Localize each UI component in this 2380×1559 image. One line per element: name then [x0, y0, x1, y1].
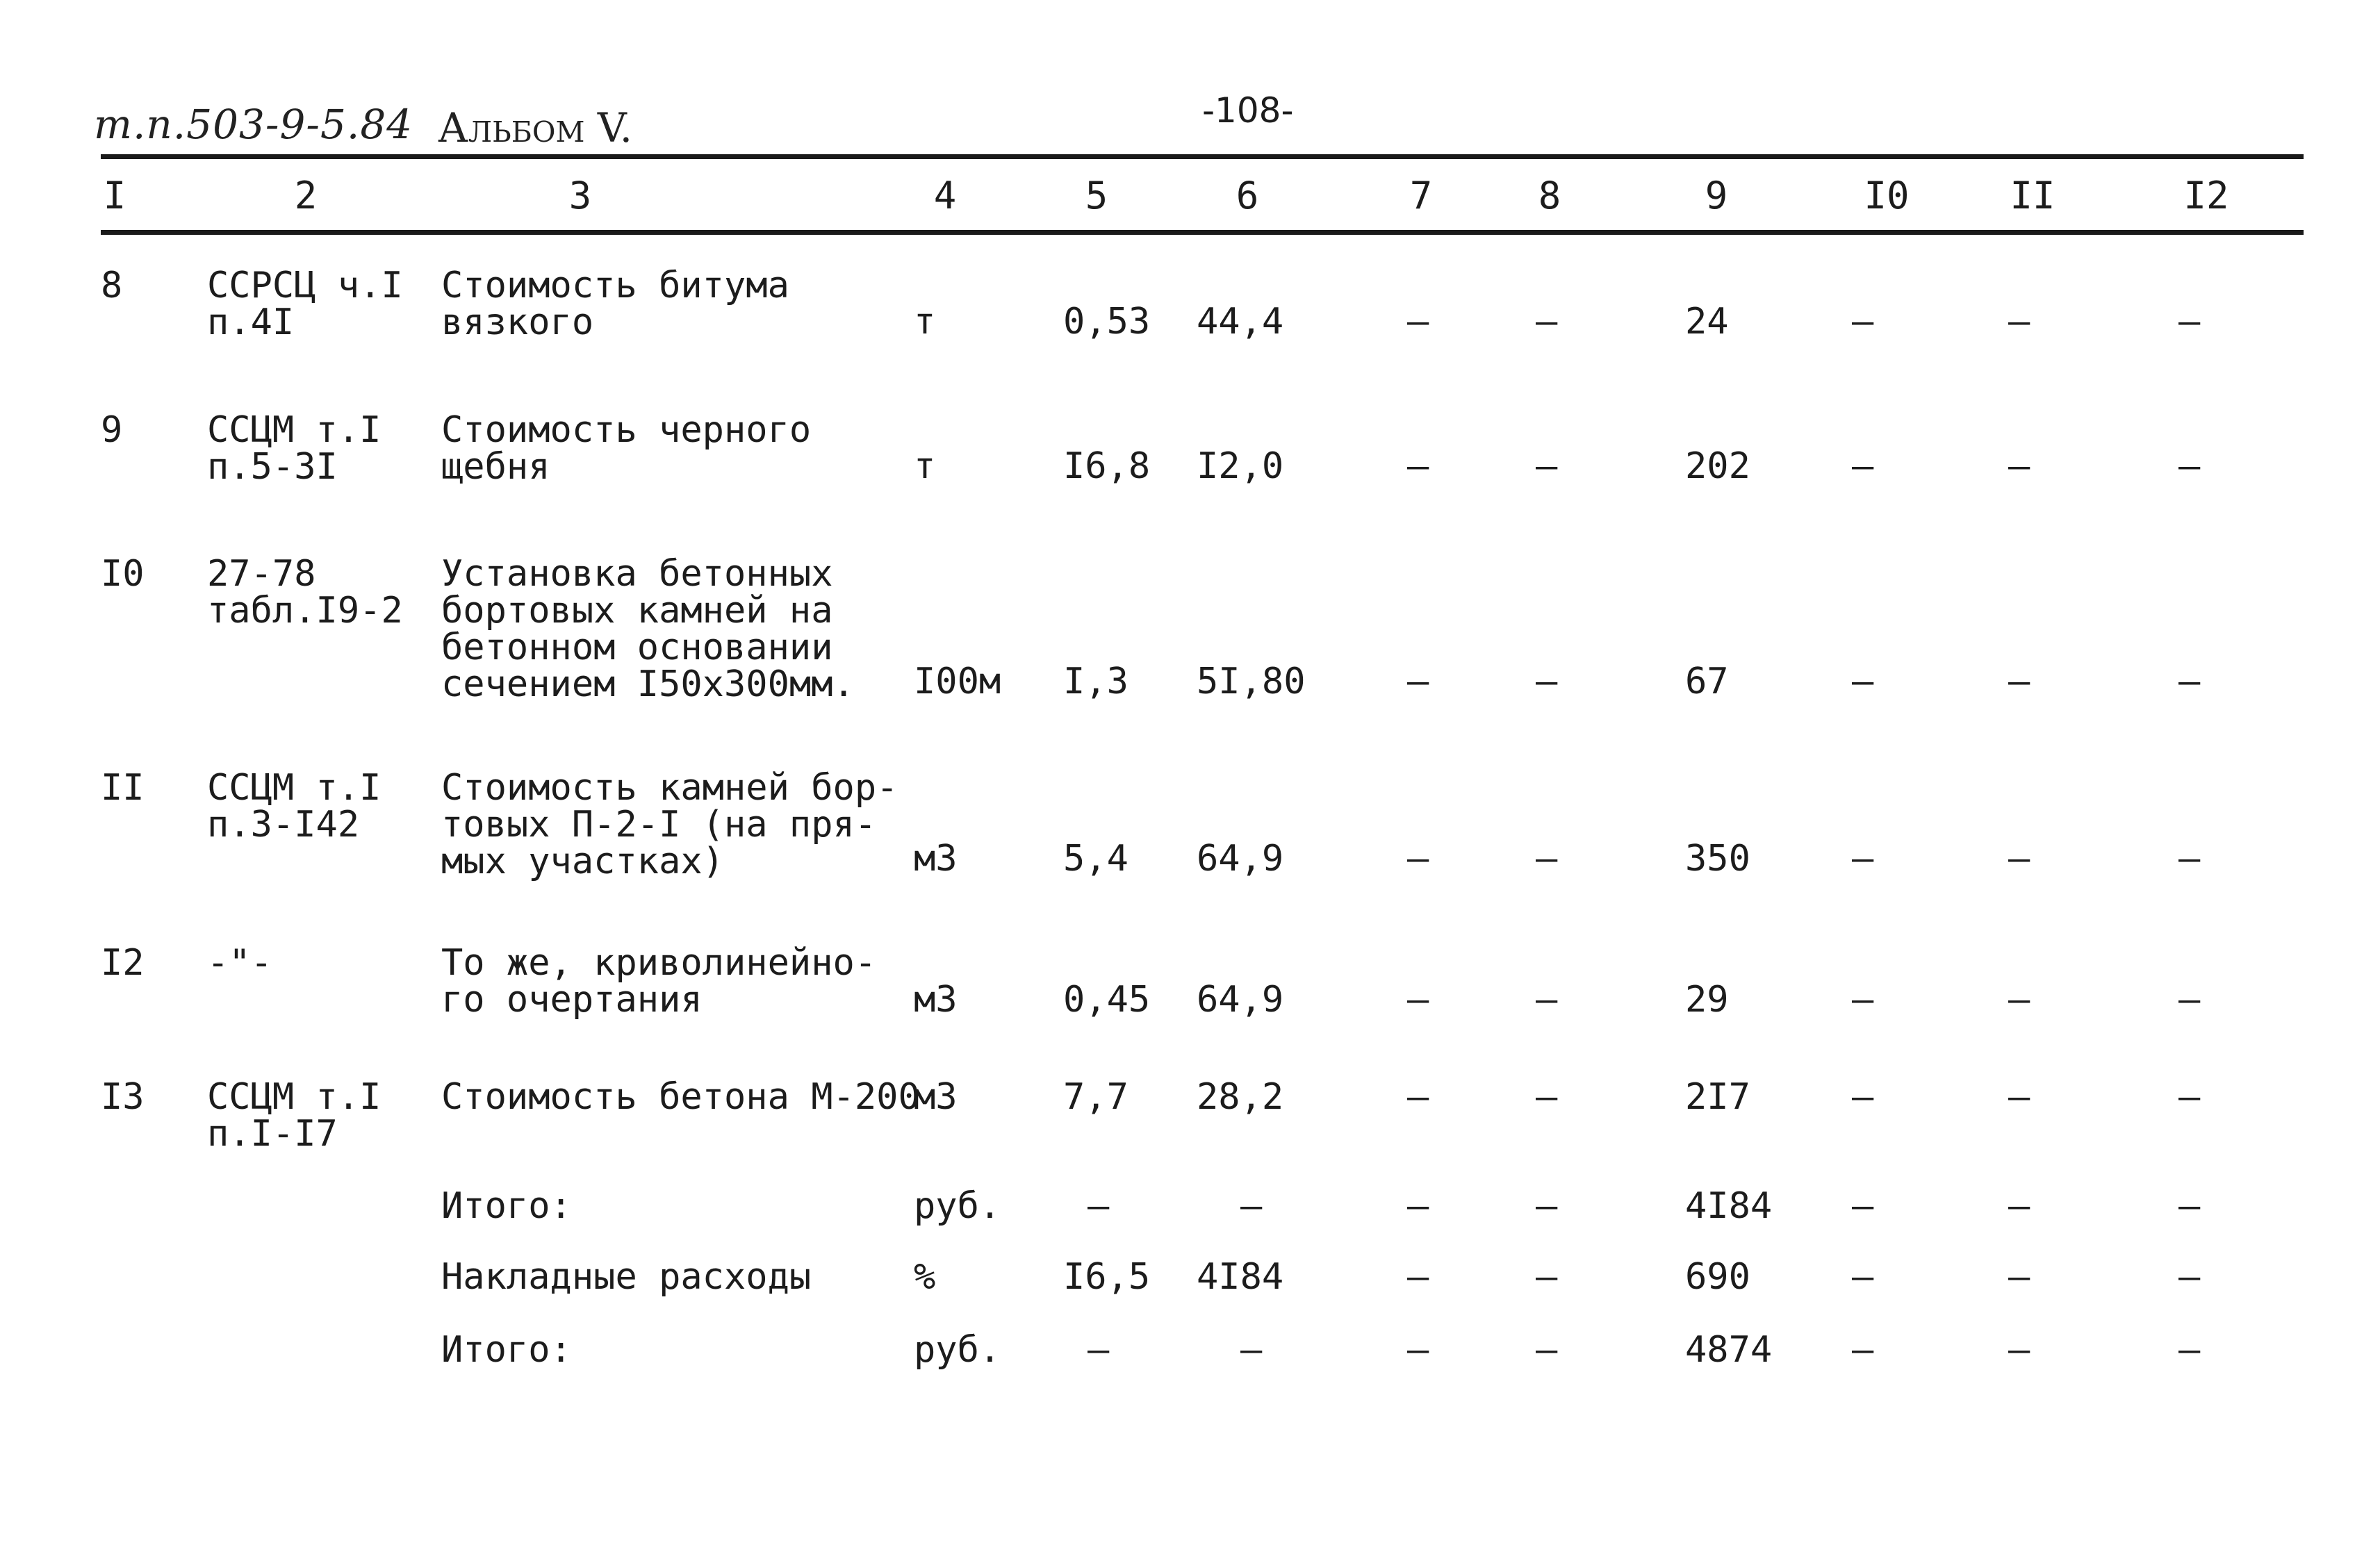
summary-col-8: –: [1536, 1256, 1558, 1298]
row-unit: м3: [914, 838, 958, 880]
row-col-11: –: [2008, 838, 2030, 880]
column-header-1: I: [103, 174, 126, 217]
row-col-10: –: [1852, 445, 1874, 487]
row-col-10: –: [1852, 838, 1874, 880]
row-unit: м3: [914, 979, 958, 1021]
page-number: -108-: [1202, 90, 1294, 131]
row-unit: т: [914, 301, 936, 343]
summary-col-8: –: [1536, 1185, 1558, 1227]
summary-col-10: –: [1852, 1329, 1874, 1371]
row-unit-price: 28,2: [1197, 1076, 1284, 1118]
summary-col-11: –: [2008, 1256, 2030, 1298]
row-total: 24: [1685, 301, 1729, 343]
header-bottom-rule: [101, 230, 2304, 235]
row-reference: -"-: [207, 942, 272, 984]
row-quantity: I6,8: [1063, 445, 1151, 487]
row-unit: м3: [914, 1076, 958, 1118]
summary-col-10: –: [1852, 1185, 1874, 1227]
row-col-11: –: [2008, 301, 2030, 343]
row-col-12: –: [2178, 661, 2201, 702]
summary-total: 4I84: [1685, 1185, 1773, 1227]
row-col-12: –: [2178, 979, 2201, 1021]
summary-col-11: –: [2008, 1185, 2030, 1227]
column-header-9: 9: [1705, 174, 1728, 217]
header-top-rule: [101, 154, 2304, 159]
summary-col-10: –: [1852, 1256, 1874, 1298]
row-col-8: –: [1536, 301, 1558, 343]
column-header-5: 5: [1085, 174, 1108, 217]
column-header-12: I2: [2183, 174, 2229, 217]
row-col-11: –: [2008, 661, 2030, 702]
row-unit: т: [914, 445, 936, 487]
row-description: Стоимость битума вязкого: [441, 265, 789, 343]
summary-col-12: –: [2178, 1329, 2201, 1371]
row-unit-price: I2,0: [1197, 445, 1284, 487]
summary-col-12: –: [2178, 1185, 2201, 1227]
row-col-8: –: [1536, 1076, 1558, 1118]
row-unit-price: 44,4: [1197, 301, 1284, 343]
row-quantity: 0,45: [1063, 979, 1151, 1021]
row-col-7: –: [1407, 1076, 1429, 1118]
summary-label: Итого:: [441, 1185, 572, 1227]
row-unit: I00м: [914, 661, 1001, 702]
row-unit-price: 64,9: [1197, 979, 1284, 1021]
column-header-3: 3: [568, 174, 592, 217]
row-reference: ССЦМ т.I п.3-I42: [207, 767, 381, 846]
row-col-11: –: [2008, 445, 2030, 487]
row-description: Стоимость камней бор- товых П-2-I (на пря- мых участках): [441, 767, 898, 882]
row-reference: 27-78 табл.I9-2: [207, 553, 403, 632]
column-header-4: 4: [933, 174, 957, 217]
row-col-12: –: [2178, 301, 2201, 343]
row-col-7: –: [1407, 838, 1429, 880]
row-total: 202: [1685, 445, 1750, 487]
summary-col-6: –: [1240, 1185, 1263, 1227]
album-label: Альбом V.: [438, 104, 633, 151]
summary-total: 690: [1685, 1256, 1750, 1298]
row-description: Стоимость черного щебня: [441, 409, 812, 488]
row-description: Установка бетонных бортовых камней на бетонном основании сечением I50х300мм.: [441, 553, 855, 705]
summary-col-7: –: [1407, 1185, 1429, 1227]
row-quantity: I,3: [1063, 661, 1129, 702]
row-total: 67: [1685, 661, 1729, 702]
summary-col-6: –: [1240, 1329, 1263, 1371]
row-col-7: –: [1407, 979, 1429, 1021]
row-col-10: –: [1852, 301, 1874, 343]
summary-col-12: –: [2178, 1256, 2201, 1298]
row-col-7: –: [1407, 301, 1429, 343]
row-col-10: –: [1852, 661, 1874, 702]
summary-unit: %: [914, 1256, 936, 1298]
row-quantity: 5,4: [1063, 838, 1129, 880]
row-number: I2: [101, 942, 145, 984]
row-number: I0: [101, 553, 145, 595]
row-number: 8: [101, 265, 123, 306]
summary-label: Накладные расходы: [441, 1256, 812, 1298]
row-quantity: 7,7: [1063, 1076, 1129, 1118]
row-reference: ССЦМ т.I п.I-I7: [207, 1076, 381, 1155]
row-quantity: 0,53: [1063, 301, 1151, 343]
summary-label: Итого:: [441, 1329, 572, 1371]
row-reference: ССЦМ т.I п.5-3I: [207, 409, 381, 488]
column-header-8: 8: [1538, 174, 1561, 217]
row-col-12: –: [2178, 1076, 2201, 1118]
row-unit-price: 5I,80: [1197, 661, 1306, 702]
row-unit-price: 64,9: [1197, 838, 1284, 880]
summary-unit: руб.: [914, 1185, 1001, 1227]
row-total: 2I7: [1685, 1076, 1750, 1118]
summary-total: 4874: [1685, 1329, 1773, 1371]
column-header-10: I0: [1864, 174, 1910, 217]
summary-col-11: –: [2008, 1329, 2030, 1371]
column-header-2: 2: [294, 174, 318, 217]
row-description: То же, криволинейно- го очертания: [441, 942, 877, 1021]
row-col-8: –: [1536, 661, 1558, 702]
row-col-7: –: [1407, 445, 1429, 487]
summary-col-5: –: [1088, 1329, 1110, 1371]
row-col-12: –: [2178, 445, 2201, 487]
column-header-6: 6: [1236, 174, 1259, 217]
row-col-12: –: [2178, 838, 2201, 880]
summary-unit: руб.: [914, 1329, 1001, 1371]
row-total: 350: [1685, 838, 1750, 880]
row-col-8: –: [1536, 979, 1558, 1021]
summary-col-7: –: [1407, 1329, 1429, 1371]
summary-col-5: I6,5: [1063, 1256, 1151, 1298]
row-description: Стоимость бетона М-200: [441, 1076, 920, 1118]
summary-col-8: –: [1536, 1329, 1558, 1371]
row-col-8: –: [1536, 838, 1558, 880]
row-col-11: –: [2008, 979, 2030, 1021]
document-code: т.п.503-9-5.84: [94, 101, 413, 148]
summary-col-6: 4I84: [1197, 1256, 1284, 1298]
column-header-7: 7: [1409, 174, 1433, 217]
row-col-10: –: [1852, 979, 1874, 1021]
row-col-7: –: [1407, 661, 1429, 702]
summary-col-5: –: [1088, 1185, 1110, 1227]
row-col-11: –: [2008, 1076, 2030, 1118]
row-reference: ССРСЦ ч.I п.4I: [207, 265, 403, 343]
row-number: I3: [101, 1076, 145, 1118]
row-col-8: –: [1536, 445, 1558, 487]
row-number: 9: [101, 409, 123, 451]
column-header-11: II: [2010, 174, 2055, 217]
row-col-10: –: [1852, 1076, 1874, 1118]
row-number: II: [101, 767, 145, 809]
row-total: 29: [1685, 979, 1729, 1021]
summary-col-7: –: [1407, 1256, 1429, 1298]
